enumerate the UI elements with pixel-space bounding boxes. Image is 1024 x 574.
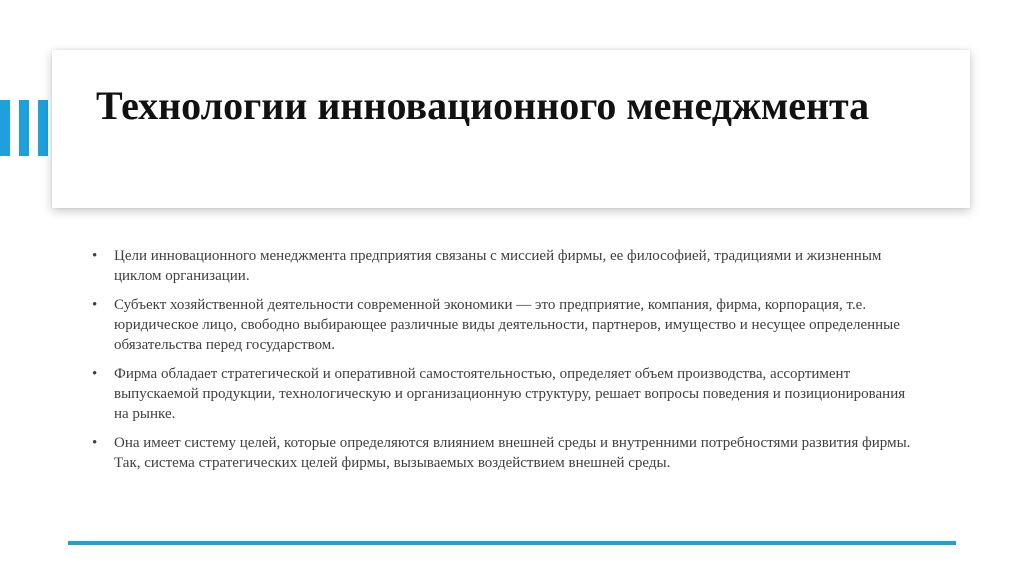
- bullet-text: Фирма обладает стратегической и оперативной самостоятельностью, определяет объем производства, ассортимент выпускаемой продукции, технологическую и организационную структуру, решает вопросы поведения и позиционирования на рынке.: [114, 366, 906, 422]
- title-card: [52, 50, 970, 208]
- bullet-marker: •: [92, 366, 98, 382]
- bullet-marker: •: [92, 248, 98, 264]
- accent-bar: [0, 100, 10, 156]
- bullet-item: [92, 246, 922, 286]
- slide-title: Технологии инновационного менеджмента: [96, 83, 870, 128]
- bullet-item: [92, 295, 922, 355]
- bullet-text: Цели инновационного менеджмента предприятия связаны с миссией фирмы, ее философией, традициями и жизненным циклом организации.: [114, 248, 882, 284]
- bullet-text: Она имеет систему целей, которые определяются влиянием внешней среды и внутренними потребностями развития фирмы. Так, система стратегических целей фирмы, вызываемых воздействием внешней среды.: [114, 435, 911, 471]
- accent-bar: [38, 100, 48, 156]
- bullet-item: [92, 433, 922, 473]
- bottom-divider: [68, 541, 956, 545]
- bullet-list: [92, 246, 922, 473]
- bullet-item: [92, 364, 922, 424]
- bullet-marker: •: [92, 297, 98, 313]
- slide-body: [92, 246, 922, 482]
- bullet-marker: •: [92, 435, 98, 451]
- bullet-text: Субъект хозяйственной деятельности современной экономики — это предприятие, компания, фирма, корпорация, т.е. юридическое лицо, свободно выбирающее различные виды деятельности, партнеров, имущество и несущее определенные обязательства перед государством.: [114, 297, 900, 353]
- accent-bars-decoration: [0, 100, 60, 156]
- accent-bar: [19, 100, 29, 156]
